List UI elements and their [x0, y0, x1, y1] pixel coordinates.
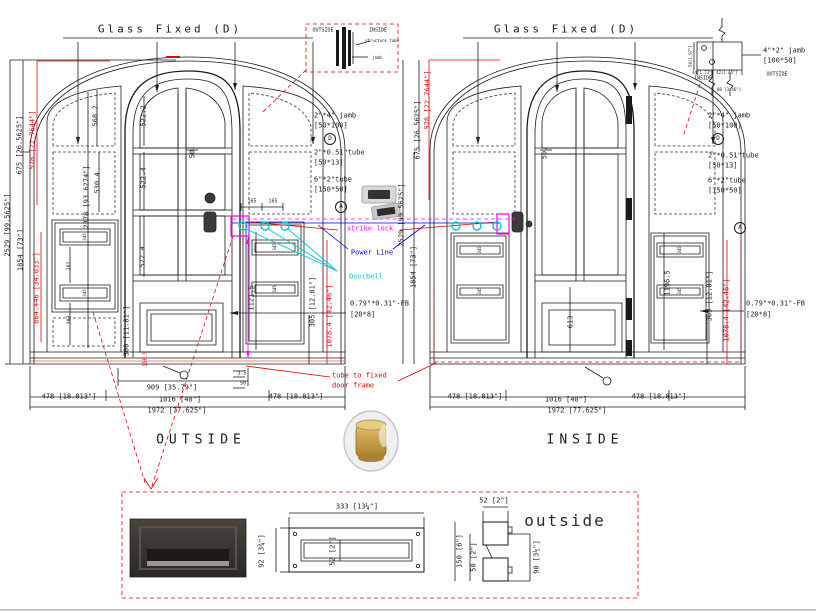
tube1-size: [50*13] [314, 158, 344, 167]
slot-width-dim: 333 [13¼"] [335, 502, 379, 511]
tube2-size: [150*50] [314, 185, 348, 194]
dim: 165 [247, 198, 257, 205]
dim: 281 [66, 261, 73, 271]
left-door-title: Glass Fixed (D) [97, 22, 243, 36]
dim-red: 578 [22.7644"] [423, 70, 432, 130]
marker-a: A [335, 201, 347, 213]
jamb-size: [50*100] [708, 121, 742, 130]
dim: 2529 [99.5625"] [3, 193, 12, 257]
slot-label: 345 [477, 287, 482, 295]
slot-open-dim: 52 [2"] [328, 536, 337, 566]
dim-red: 150.5 [142, 351, 149, 367]
dim: 50. [540, 146, 549, 160]
tube-note-line1: tube to fixed [332, 371, 387, 380]
doorbell-label: Doorbell [349, 272, 383, 281]
dim: 2529 [99.5625"] [397, 183, 406, 247]
corner-jamb-label: 4"*2" jamb [763, 46, 806, 55]
slot-label: 345 [677, 246, 682, 254]
slot-label: 345 [677, 287, 682, 295]
jamb-callout: 2"*4" jamb [314, 111, 357, 120]
dim: 522.4 [139, 167, 148, 189]
dim: 613 [566, 315, 575, 329]
dim: 478 [18.813"] [41, 392, 97, 401]
corner-dim: 88 [3.46"] [716, 87, 742, 92]
detail-leaders [93, 24, 700, 598]
dim: 1016 [40"] [158, 395, 202, 404]
tube1-callout: 2"*0.51"tube [314, 148, 365, 157]
dim: 1121.5 [247, 285, 256, 311]
tube2-size: [150*50] [708, 186, 742, 195]
slot-label: 345 [82, 289, 87, 297]
slot-label: 345 [82, 233, 87, 241]
fb-size: [20*8] [746, 310, 772, 319]
slot-label: 345 [477, 246, 482, 254]
jamb-callout: 2"*4" jamb [708, 111, 751, 120]
mail-slot-photo [130, 519, 246, 577]
dim: 2378 [93.6274"] [82, 165, 91, 229]
corner-dim: 44[1.73"] 42[1.65"] [692, 70, 738, 75]
dim: 1016 [40"] [544, 395, 588, 404]
dim-red: 1078.4 [42.46"] [722, 278, 731, 342]
dim: 1854 [73"] [409, 245, 418, 289]
detail-note: jamb [372, 55, 382, 60]
sec-right-dim: 90 [3½"] [532, 540, 541, 574]
doorbell-photo [344, 411, 398, 471]
tube1-callout: 2"*0.51"tube [708, 151, 759, 160]
mail-slot-front-view [276, 513, 424, 572]
slot-height-dim: 92 [3¾"] [257, 534, 266, 568]
dim: 305 [12.01"] [705, 270, 714, 322]
mail-slot-section-view [455, 507, 530, 581]
tube2-callout: 6"*2"tube [314, 175, 352, 184]
tube1-size: [50*13] [708, 161, 738, 170]
dim-red: 1078.4 [42.46"] [325, 284, 334, 348]
sec-left-dim: 150 [6"] [455, 534, 464, 568]
right-door-frame [430, 57, 745, 364]
dim: 3.5 [237, 370, 247, 377]
corner-outside-label: OUTSIDE [766, 71, 788, 78]
dim: 1972 [77.625"] [147, 406, 207, 415]
sec-inner-dim: 50 [2"] [469, 542, 478, 572]
fb-size: [20*8] [350, 310, 376, 319]
left-door-dimension-lines [5, 38, 346, 410]
tube2-callout: 6"*2"tube [708, 176, 746, 185]
dim: 522.4 [138, 246, 147, 268]
jamb-size: [50*100] [314, 121, 348, 130]
corner-jamb-size: [100*50] [763, 56, 797, 65]
dim: 909 [35.79"] [146, 383, 198, 392]
dim: 1972 [77.625"] [547, 406, 607, 415]
dim: 478 [18.813"] [631, 392, 687, 401]
detail-note: structure tube [365, 38, 399, 43]
dim: 303 [66, 315, 73, 325]
tube-note-line2: door frame [332, 381, 375, 390]
dim: 50 [239, 380, 247, 387]
jamb-section-detail [336, 27, 370, 69]
dim-red: 578 [22.7644"] [28, 110, 37, 170]
dim: 530.4 [93, 172, 102, 194]
dim: 1854 [73"] [16, 228, 25, 272]
left-door-frame [30, 57, 345, 367]
dim-red: 864.446 [34.033"] [32, 252, 41, 324]
slot-label: 345 [272, 285, 277, 293]
marker-d: D [324, 133, 336, 145]
right-door-title: Glass Fixed (D) [493, 22, 639, 36]
dim: 165 [268, 198, 278, 205]
dim: 522.2 [139, 105, 148, 127]
strike-lock-label: strike lock [346, 224, 394, 233]
inside-label: INSIDE [546, 432, 624, 448]
dim: 675 [26.5625"] [413, 100, 422, 160]
power-line-label: Power Line [350, 248, 394, 257]
outside-detail-label: outside [524, 511, 606, 530]
slot-label: 345 [272, 243, 277, 251]
marker-d: D [712, 133, 724, 145]
dim: 675 [26.5625"] [15, 115, 24, 175]
dim: 300 [11.81"] [122, 305, 131, 357]
detail-inside-label: INSIDE [368, 27, 388, 34]
dim: 1196.5 [663, 270, 672, 296]
fb-label: 0.79"*0.31"-FB [746, 299, 806, 308]
dim: 305 [12.01"] [308, 276, 317, 328]
dim: 478 [18.813"] [447, 392, 503, 401]
strike-hardware-photo [362, 186, 401, 220]
sec-top-dim: 52 [2"] [479, 496, 509, 505]
marker-a: A [734, 222, 746, 234]
corner-dim: 50[1.97"] [688, 45, 693, 67]
detail-outside-label: OUTSIDE [312, 27, 334, 34]
dim: 50. [188, 145, 197, 159]
dim: 568.2 [91, 105, 100, 127]
outside-label: OUTSIDE [156, 432, 246, 448]
fb-label: 0.79"*0.31"-FB [350, 299, 410, 308]
dim: 478 [18.813"] [268, 392, 324, 401]
corner-inside-label: INSIDE [693, 75, 713, 82]
